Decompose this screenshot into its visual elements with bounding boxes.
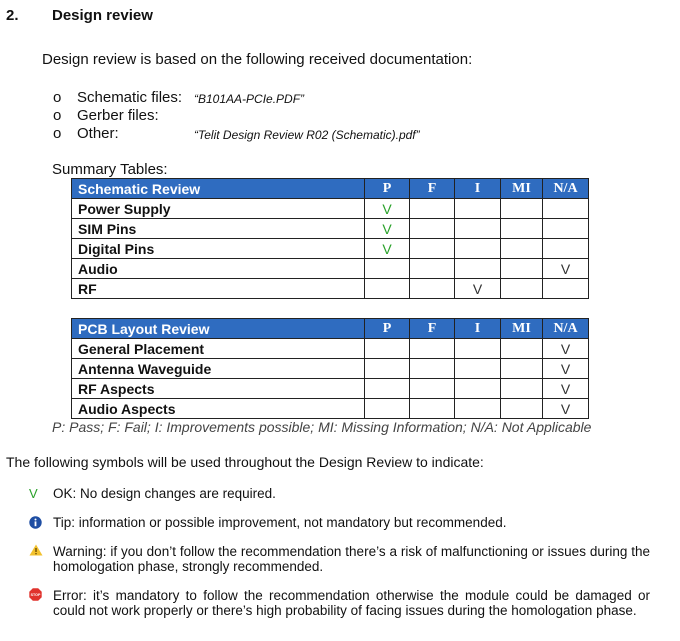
doc-filename: “B101AA-PCIe.PDF” (194, 92, 305, 106)
col-p: P (365, 179, 410, 199)
table-row (72, 259, 589, 279)
col-p: P (365, 319, 410, 339)
cell-i (455, 379, 501, 399)
check-mark: V (543, 359, 589, 379)
cell-i (455, 239, 501, 259)
symbol-ok (0, 486, 680, 502)
cell-f (410, 259, 455, 279)
cell-i (455, 259, 501, 279)
col-f: F (410, 179, 455, 199)
cell-mi (501, 259, 543, 279)
cell-p (365, 279, 410, 299)
cell-f (410, 219, 455, 239)
row-name: RF (72, 279, 365, 299)
table-header-row (72, 179, 589, 199)
table-header-row (72, 319, 589, 339)
check-mark: V (543, 379, 589, 399)
stop-icon-text: STOP (30, 593, 41, 598)
col-i: I (455, 179, 501, 199)
symbols-intro: The following symbols will be used throughout the Design Review to indicate: (6, 454, 484, 470)
cell-mi (501, 359, 543, 379)
symbol-text: Warning: if you don’t follow the recommendation there’s a risk of malfunctioning or issues during the homologation phase, strongly recommended. (53, 544, 650, 574)
col-f: F (410, 319, 455, 339)
cell-i (455, 339, 501, 359)
col-mi: MI (501, 319, 543, 339)
cell-i (455, 359, 501, 379)
row-name: Audio Aspects (72, 399, 365, 419)
col-na: N/A (543, 319, 589, 339)
cell-na (543, 219, 589, 239)
cell-f (410, 339, 455, 359)
table-row (72, 339, 589, 359)
row-name: SIM Pins (72, 219, 365, 239)
table-row (72, 359, 589, 379)
row-name: Power Supply (72, 199, 365, 219)
check-mark: V (543, 259, 589, 279)
cell-mi (501, 219, 543, 239)
doc-label: Other: (77, 125, 119, 142)
cell-na (543, 199, 589, 219)
cell-f (410, 379, 455, 399)
cell-i (455, 219, 501, 239)
stop-icon (29, 588, 42, 604)
cell-f (410, 279, 455, 299)
symbol-text: Error: it’s mandatory to follow the recommendation otherwise the module could be damaged or could not work properly or there’s high probability of facing issues during the homologation phase. (53, 588, 650, 618)
doc-filename: “Telit Design Review R02 (Schematic).pdf” (194, 128, 420, 142)
cell-f (410, 239, 455, 259)
doc-label: Gerber files: (77, 107, 159, 124)
table-row (72, 199, 589, 219)
bullet-marker: o (53, 107, 62, 124)
cell-i (455, 399, 501, 419)
section-number: 2. (6, 7, 19, 24)
doc-label: Schematic files: (77, 89, 183, 106)
symbol-text: Tip: information or possible improvement, not mandatory but recommended. (53, 515, 507, 530)
cell-mi (501, 279, 543, 299)
warning-icon (29, 544, 43, 559)
symbol-warning (0, 544, 680, 576)
intro-text: Design review is based on the following received documentation: (42, 51, 473, 68)
cell-mi (501, 239, 543, 259)
row-name: Digital Pins (72, 239, 365, 259)
row-name: RF Aspects (72, 379, 365, 399)
bullet-marker: o (53, 89, 62, 106)
table-title: PCB Layout Review (72, 319, 365, 339)
row-name: Audio (72, 259, 365, 279)
table-row (72, 219, 589, 239)
row-name: General Placement (72, 339, 365, 359)
cell-p (365, 379, 410, 399)
check-mark: V (455, 279, 501, 299)
cell-f (410, 359, 455, 379)
check-mark: V (543, 399, 589, 419)
cell-p (365, 359, 410, 379)
col-na: N/A (543, 179, 589, 199)
cell-f (410, 199, 455, 219)
cell-na (543, 239, 589, 259)
table-row (72, 379, 589, 399)
bullet-marker: o (53, 125, 62, 142)
col-mi: MI (501, 179, 543, 199)
table-row (72, 399, 589, 419)
check-mark: V (365, 219, 410, 239)
cell-f (410, 399, 455, 419)
cell-i (455, 199, 501, 219)
summary-label: Summary Tables: (52, 161, 168, 178)
section-title: Design review (52, 7, 153, 24)
col-i: I (455, 319, 501, 339)
legend-text: P: Pass; F: Fail; I: Improvements possible; MI: Missing Information; N/A: Not Applicable (52, 419, 592, 435)
cell-mi (501, 379, 543, 399)
cell-mi (501, 339, 543, 359)
check-mark: V (365, 239, 410, 259)
table-row (72, 239, 589, 259)
check-mark: V (365, 199, 410, 219)
cell-na (543, 279, 589, 299)
cell-p (365, 339, 410, 359)
check-icon: V (29, 486, 38, 501)
cell-mi (501, 399, 543, 419)
pcb-layout-review-table (71, 318, 589, 419)
cell-p (365, 399, 410, 419)
schematic-review-table (71, 178, 589, 299)
cell-p (365, 259, 410, 279)
symbol-tip (0, 515, 680, 531)
info-icon (29, 516, 42, 532)
check-mark: V (543, 339, 589, 359)
table-row (72, 279, 589, 299)
row-name: Antenna Waveguide (72, 359, 365, 379)
symbol-error (0, 588, 680, 636)
cell-mi (501, 199, 543, 219)
table-title: Schematic Review (72, 179, 365, 199)
symbol-text: OK: No design changes are required. (53, 486, 276, 501)
